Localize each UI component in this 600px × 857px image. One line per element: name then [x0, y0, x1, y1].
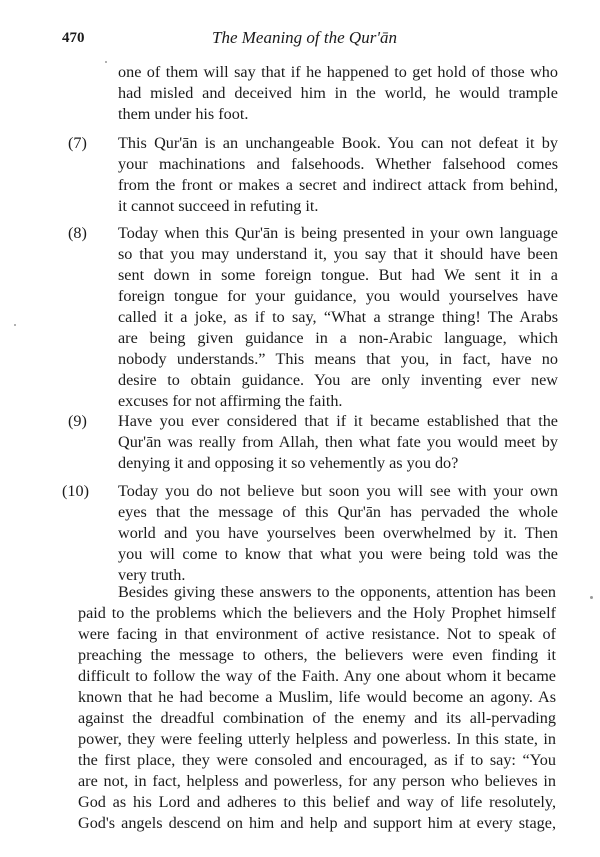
text-line: Have you ever considered that if it became established that the: [118, 412, 558, 430]
item-number: (9): [68, 412, 87, 430]
item-body: [118, 133, 558, 217]
text-line: your machinations and falsehoods. Whether falsehood comes: [118, 155, 558, 173]
text-line: Qur'ān was really from Allah, then what fate you would meet by: [118, 433, 558, 451]
item-number: (8): [68, 224, 87, 242]
text-line: foreign tongue for your guidance, you would yourselves have: [118, 287, 558, 305]
text-line: against the dreadful combination of the enemy and its all-pervading: [78, 709, 556, 727]
text-line: God's angels descend on him and help and support him at every stage,: [78, 814, 556, 832]
paragraph-body: [118, 62, 558, 125]
text-line: sent down in some foreign tongue. But had We sent it in a: [118, 266, 558, 284]
text-line: nobody understands.” This means that you, in fact, have no: [118, 350, 558, 368]
running-title: The Meaning of the Qur'ān: [212, 28, 397, 47]
text-line: eyes that the message of this Qur'ān has pervaded the whole: [118, 503, 558, 521]
text-line: paid to the problems which the believers and the Holy Prophet himself: [78, 604, 556, 622]
text-line: were facing in that environment of active resistance. Not to speak of: [78, 625, 556, 643]
text-line: Besides giving these answers to the opponents, attention has been: [118, 583, 556, 601]
text-line: one of them will say that if he happened to get hold of those who: [118, 63, 558, 81]
text-line: excuses for not affirming the faith.: [118, 392, 343, 410]
text-line: you will come to know that what you were being told was the: [118, 545, 558, 563]
text-line: are being given guidance in a non-Arabic language, which: [118, 329, 558, 347]
text-line: it cannot succeed in refuting it.: [118, 197, 319, 215]
text-line: world and you have yourselves been overwhelmed by it. Then: [118, 524, 558, 542]
item-number: (10): [62, 482, 89, 500]
text-line: them under his foot.: [118, 105, 249, 123]
text-line: from the front or makes a secret and indirect attack from behind,: [118, 176, 558, 194]
text-line: known that he had become a Muslim, life would become an agony. As: [78, 688, 556, 706]
text-line: the first place, they were consoled and encouraged, as if to say: “You: [78, 751, 556, 769]
item-body: [118, 223, 558, 412]
body-paragraph: [78, 582, 556, 834]
scan-speck: [14, 324, 16, 326]
text-line: denying it and opposing it so vehemently as you do?: [118, 454, 459, 472]
text-line: preaching the message to others, the believers were even finding it: [78, 646, 556, 664]
text-line: Today when this Qur'ān is being presented in your own language: [118, 224, 558, 242]
text-line: power, they were feeling utterly helpless and powerless. In this state, in: [78, 730, 556, 748]
text-line: had misled and deceived him in the world, he would trample: [118, 84, 558, 102]
text-line: God as his Lord and adheres to this belief and way of life resolutely,: [78, 793, 556, 811]
text-line: difficult to follow the way of the Faith. Any one about whom it became: [78, 667, 556, 685]
item-body: [118, 481, 558, 586]
page-number: 470: [62, 30, 85, 46]
text-line: called it a joke, as if to say, “What a strange thing! The Arabs: [118, 308, 558, 326]
item-number: (7): [68, 134, 87, 152]
text-line: This Qur'ān is an unchangeable Book. You can not defeat it by: [118, 134, 558, 152]
item-body: [118, 411, 558, 474]
text-line: so that you may understand it, you say that it should have been: [118, 245, 558, 263]
text-line: desire to obtain guidance. You are only inventing ever new: [118, 371, 558, 389]
text-line: are not, in fact, helpless and powerless, for any person who believes in: [78, 772, 556, 790]
page-header: [62, 30, 560, 54]
scan-speck: [105, 61, 107, 63]
text-line: very truth.: [118, 566, 186, 584]
scan-speck: [590, 596, 593, 599]
text-line: Today you do not believe but soon you will see with your own: [118, 482, 558, 500]
